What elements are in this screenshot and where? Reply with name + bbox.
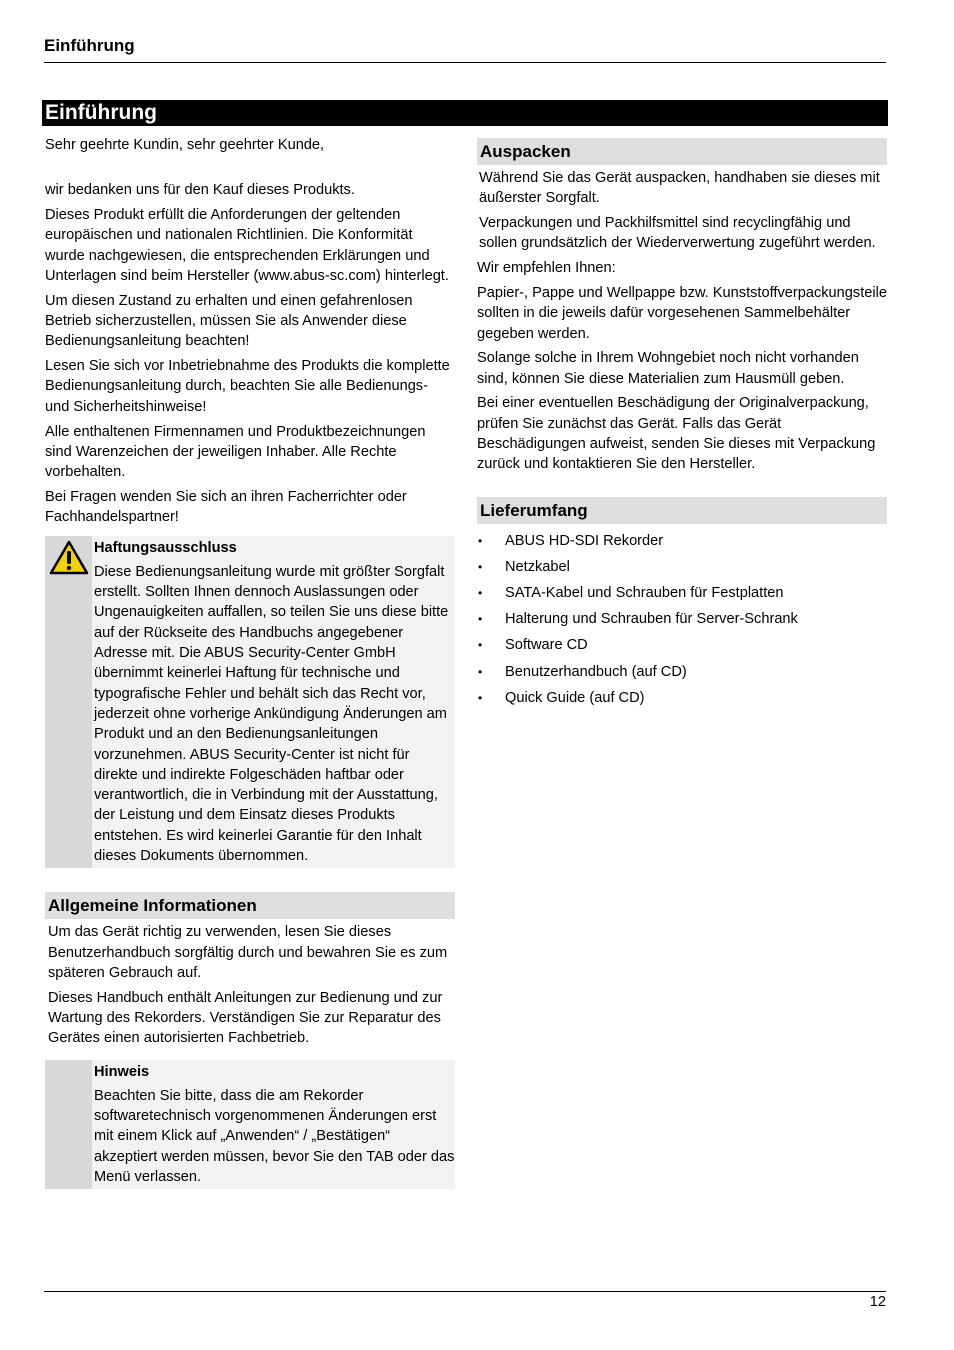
unpacking-heading: Auspacken <box>477 138 887 165</box>
paragraph: Lesen Sie sich vor Inbetriebnahme des Produkts die komplette Bedienungsanleitung durch, beachten Sie alle Bedienungs- und Sicherheitshinweise! <box>45 358 450 415</box>
hint-text: Beachten Sie bitte, dass die am Rekorder softwaretechnisch vorgenommenen Änderungen erst mit einem Klick auf „Anwenden“ / „Bestätigen“ akzeptiert werden müssen, bevor Sie den TAB oder das Menü verlassen. <box>94 1087 455 1186</box>
paragraph: Um diesen Zustand zu erhalten und einen gefahrenlosen Betrieb sicherzustellen, müssen Sie als Anwender diese Bedienungsanleitung beachten! <box>45 292 413 350</box>
list-item: • ABUS HD-SDI Rekorder <box>477 528 887 554</box>
paragraph: Bei Fragen wenden Sie sich an ihren Facherrichter oder Fachhandelspartner! <box>45 488 407 526</box>
bullet-icon: • <box>478 533 483 548</box>
left-column <box>45 135 455 1189</box>
paragraph: Solange solche in Ihrem Wohngebiet noch nicht vorhanden sind, können Sie diese Materialien zum Hausmüll geben. <box>477 350 859 387</box>
general-info-body <box>45 922 455 1048</box>
running-header: Einführung <box>44 36 135 55</box>
paragraph: Während Sie das Gerät auspacken, handhaben sie dieses mit äußerster Sorgfalt. <box>479 170 880 207</box>
bullet-icon: • <box>478 690 483 705</box>
paragraph: Um das Gerät richtig zu verwenden, lesen Sie dieses Benutzerhandbuch sorgfältig durch und bewahren Sie es zum späteren Gebrauch auf. <box>48 924 448 981</box>
hint-body <box>92 1060 455 1190</box>
disclaimer-text: Diese Bedienungsanleitung wurde mit größter Sorgfalt erstellt. Sollten Ihnen dennoch Auslassungen oder Ungenauigkeiten auffallen, so teilen Sie uns diese bitte auf der Rückseite des Handbuchs angegebener Adresse mit. Die ABUS Security-Center GmbH übernimmt keinerlei Haftung für technische und typografische Fehler und behält sich das Recht vor, jederzeit ohne vorherige Ankündigung Änderungen am Produkt und an den Bedienungsanleitungen vorzunehmen. ABUS Security-Center ist nicht für direkte und indirekte Folgeschäden haftbar oder verantwortlich, die in Verbindung mit der Ausstattung, der Leistung und dem Einsatz dieses Produkts entstehen. Es wird keinerlei Garantie für den Inhalt dieses Dokuments übernommen. <box>94 563 449 864</box>
list-item: • Software CD <box>477 632 887 658</box>
bullet-icon: • <box>478 638 483 653</box>
bullet-icon: • <box>478 612 483 627</box>
list-item: • Benutzerhandbuch (auf CD) <box>477 659 887 685</box>
delivery-heading: Lieferumfang <box>477 497 887 524</box>
paragraph: Alle enthaltenen Firmennamen und Produktbezeichnungen sind Warenzeichen der jeweiligen Inhaber. Alle Rechte vorbehalten. <box>45 423 426 481</box>
bullet-icon: • <box>478 585 483 600</box>
warning-icon <box>49 540 89 576</box>
paragraph: Bei einer eventuellen Beschädigung der Originalverpackung, prüfen Sie zunächst das Gerät. Falls das Gerät Beschädigungen aufweist, senden Sie dieses mit Verpackung zurück und kontaktieren Sie den Hersteller. <box>477 395 876 473</box>
hint-heading: Hinweis <box>94 1063 150 1080</box>
page-number: 12 <box>869 1294 886 1310</box>
list-item: • Halterung und Schrauben für Server-Schrank <box>477 606 887 632</box>
hint-box <box>45 1060 455 1190</box>
bullet-icon: • <box>478 559 483 574</box>
list-item: • Quick Guide (auf CD) <box>477 685 887 711</box>
general-info-heading: Allgemeine Informationen <box>45 892 455 919</box>
paragraph: Papier-, Pappe und Wellpappe bzw. Kunststoffverpackungsteile sollten in die jeweils dafür vorgesehenen Sammelbehälter gegeben werden. <box>477 284 887 342</box>
delivery-list <box>477 528 887 711</box>
unpacking-intro <box>477 168 887 254</box>
paragraph: wir bedanken uns für den Kauf dieses Produkts. <box>45 182 355 199</box>
paragraph: Verpackungen und Packhilfsmittel sind recyclingfähig und sollen grundsätzlich der Wiederverwertung zugeführt werden. <box>479 215 876 252</box>
disclaimer-body <box>92 536 455 869</box>
disclaimer-box <box>45 536 455 869</box>
disclaimer-heading: Haftungsausschluss <box>94 539 237 556</box>
paragraph: Dieses Handbuch enthält Anleitungen zur Bedienung und zur Wartung des Rekorders. Verständigen Sie zur Reparatur des Gerätes einen autorisierten Fachbetrieb. <box>48 989 443 1047</box>
disclaimer-gutter <box>45 536 92 869</box>
footer-rule <box>44 1291 886 1292</box>
list-item: • Netzkabel <box>477 554 887 580</box>
hint-gutter <box>45 1060 92 1190</box>
salutation: Sehr geehrte Kundin, sehr geehrter Kunde, <box>45 137 325 153</box>
page-title: Einführung <box>42 100 888 126</box>
right-column <box>477 138 887 711</box>
list-item: • SATA-Kabel und Schrauben für Festplatten <box>477 580 887 606</box>
header-rule <box>44 62 886 63</box>
bullet-icon: • <box>478 664 483 679</box>
paragraph: Wir empfehlen Ihnen: <box>477 260 616 277</box>
paragraph: Dieses Produkt erfüllt die Anforderungen der geltenden europäischen und nationalen Richtlinien. Die Konformität wurde nachgewiesen, die entsprechenden Erklärungen und Unterlagen sind beim Hersteller (www.abus-sc.com) hinterlegt. <box>45 207 449 284</box>
